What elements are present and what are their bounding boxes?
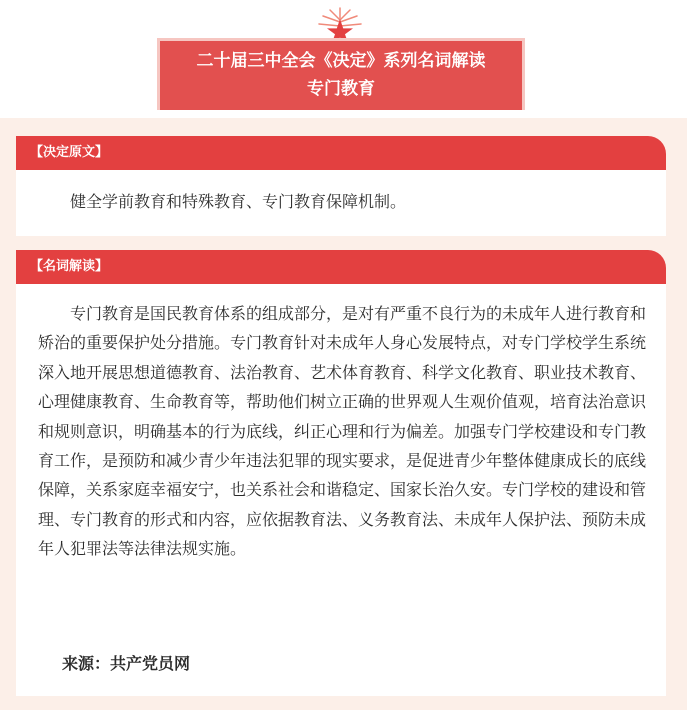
term-explanation-text: 专门教育是国民教育体系的组成部分，是对有严重不良行为的未成年人进行教育和矫治的重要保护处分措施。专门教育针对未成年人身心发展特点，对专门学校学生系统深入地开展思想道德教育、法治教育、艺术体育教育、科学文化教育、职业技术教育、心理健康教育、生命教育等，帮助他们树立正确的世界观人生观价值观，培育法治意识和规则意识，明确基本的行为底线，纠正心理和行为偏差。加强专门学校建设和专门教育工作，是预防和减少青少年违法犯罪的现实要求，是促进青少年整体健康成长的底线保障，关系家庭幸福安宁，也关系社会和谐稳定、国家长治久安。专门学校的建设和管理、专门教育的形式和内容，应依据教育法、义务教育法、未成年人保护法、预防未成年人犯罪法等法律法规实施。 (38, 304, 647, 559)
page-subtitle: 专门教育 (307, 79, 375, 99)
source-credit: 来源：共产党员网 (62, 654, 191, 673)
page-title-box (157, 38, 525, 110)
content-panel (0, 118, 687, 710)
section-body-decision (16, 170, 666, 236)
section-body-term (16, 284, 666, 696)
section-header-decision (16, 136, 666, 170)
section-header-term (16, 250, 666, 284)
decision-text: 健全学前教育和特殊教育、专门教育保障机制。 (70, 192, 407, 211)
page-title: 二十届三中全会《决定》系列名词解读 (196, 51, 486, 71)
section-label: 【名词解读】 (30, 259, 109, 274)
section-label: 【决定原文】 (30, 145, 109, 160)
star-burst-icon (313, 6, 367, 42)
